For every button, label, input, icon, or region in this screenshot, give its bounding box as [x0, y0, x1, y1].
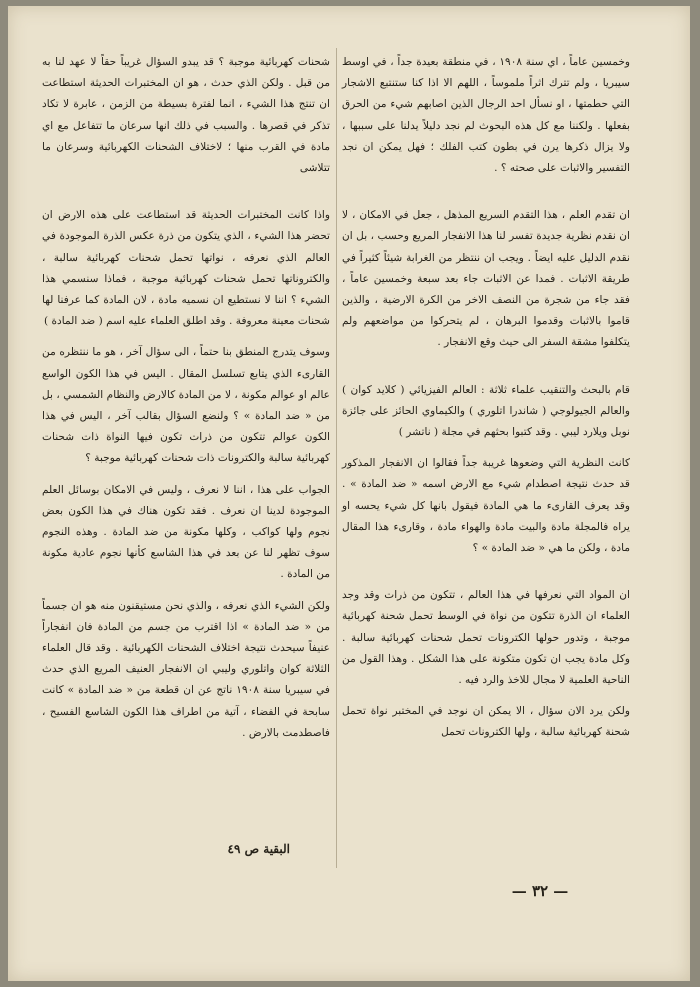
- right-paragraph-3: قام بالبحث والتنقيب علماء ثلاثة : العالم الفيزيائي ( كلايد كوان ) والعالم الجيولوجي ( شاندرا اتلوري ) والكيماوي الحائز على جائزة نوبل ويلارد ليبي . وقد كتبوا بحثهم في مجلة ( ناتشر ): [342, 383, 630, 439]
- right-column: [342, 52, 630, 770]
- left-column: [42, 52, 330, 770]
- right-paragraph-1: وخمسين عاماً ، اي سنة ١٩٠٨ ، في منطقة بعيدة جداً ، في اوسط سيبريا ، ولم تترك اثراً ملموساً ، اللهم الا اذا كنا ستنتبع الاشجار التي حطمتها ، او نسأل احد الرجال الذين اصابهم شيء من الحرق بفعلها . ولكننا مع كل هذه البحوث لم نجد دليلاً يدلنا على سببها ، ولا يزال ذكرها يرن في بطون كتب الفلك ؛ فهل يمكن ان نجد التفسير والاثبات على صحته ؟ .: [342, 56, 631, 175]
- left-paragraph-4: الجواب على هذا ، اننا لا نعرف ، وليس في الامكان بوسائل العلم الموجودة لدينا ان نعرف . فقد تكون هناك في هذا الكون بعض نجوم ولها كواكب ، وكلها مكونة من ضد المادة . وهذه النجوم سوف تظهر لنا عن بعد في هذا الشاسع كأنها نجوم عادية مكونة من المادة .: [42, 483, 330, 581]
- right-paragraph-5: ان المواد التي نعرفها في هذا العالم ، تتكون من ذرات وقد وجد العلماء ان الذرة تتكون من نواة في الوسط تحمل شحنة كهربائية موجبة ، وتدور حولها الكترونات تحمل شحنات كهربائية سالبة . وكل مادة يجب ان تكون متكونة على هذا الشكل . وهذا القول من الناحية العلمية لا مجال للاخذ والرد فيه .: [342, 589, 630, 687]
- column-divider: [336, 48, 337, 868]
- left-paragraph-5: ولكن الشيء الذي نعرفه ، والذي نحن مستيقنون منه هو ان جسماً من « ضد المادة » اذا اقترب من جسم من المادة فان انفجاراً عنيفاً سيحدث نتيجة اختلاف الشحنات الكهربائية . وقد قال العلماء الثلاثة كوان واتلوري وليبي ان الانفجار العنيف المريع الذي حدث في سيبريا سنة ١٩٠٨ ناتج عن ان قطعة من « ضد المادة » كانت سابحة في الفضاء ، آتية من اطراف هذا الكون الشاسع الفسيح ، فاصطدمت بالارض .: [42, 599, 330, 739]
- right-paragraph-4: كانت النظرية التي وضعوها غريبة جداً فقالوا ان الانفجار المذكور قد حدث نتيجة اصطدام شيء مع الارض اسمه « ضد المادة » . وقد يعرف القارىء ما هي المادة فيقول بانها كل شيء يحسه او يراه فالمجلة مادة والبيت مادة والهواء مادة ، وقارىء هذا المقال مادة ، ولكن ما هي « ضد المادة » ؟: [342, 457, 630, 555]
- continued-on-note: البقية ص ٤٩: [227, 842, 290, 856]
- left-paragraph-2: واذا كانت المختبرات الحديثة قد استطاعت على هذه الارض ان تحضر هذا الشيء ، الذي يتكون من ذرة عكس الذرة الموجودة في العالم الذي نعرفه ، نواتها تحمل شحنات كهربائية سالبة ، والكتروناتها تحمل شحنات كهربائية موجبة ، فماذا سنسمي هذا الشيء ؟ اننا لا نستطيع ان نسميه مادة ، لان المادة كما عرفنا لها شحنات معينة معروفة . وقد اطلق العلماء عليه اسم ( ضد المادة ): [42, 209, 330, 328]
- right-paragraph-6: ولكن يرد الان سؤال ، الا يمكن ان نوجد في المختبر نواة تحمل شحنة كهربائية سالبة ، ولها الكترونات تحمل: [342, 705, 630, 739]
- left-paragraph-3: وسوف يتدرج المنطق بنا حتماً ، الى سؤال آخر ، هو ما ننتظره من القارىء الذي يتابع تسلسل المقال . اليس في هذا الكون الواسع عالم او عوالم مكونة ، لا من المادة كالارض والنظام الشمسي ، بل من « ضد المادة » ؟ ولنضع السؤال بقالب آخر ، اليس في هذا الكون عوالم تتكون من ذرات تكون فيها النواة ذات شحنات كهربائية سالبة والكترونات ذات شحنات كهربائية موجبة ؟: [42, 346, 330, 465]
- right-paragraph-2: ان تقدم العلم ، هذا التقدم السريع المذهل ، جعل في الامكان ، لا ان نقدم نظرية جديدة تفسر لنا هذا الانفجار المريع وحسب ، بل ان نقدم الدليل عليه ايضاً . ويجب ان ننتظر من الغرابة شيئاً كثيراً في طريقة الاثبات . فمدا عن الاثبات جاء بعد سبعة وخمسين عاماً ، فقد جاء من شجرة من النصف الاخر من الكرة الارضية ، والذين قاموا بالاثبات وقدموا البرهان ، لم يتحركوا من مواضعهم ولم يتكلفوا مشقة السفر الى حيث وقع الانفجار .: [342, 209, 630, 349]
- left-paragraph-1: شحنات كهربائية موجبة ؟ قد يبدو السؤال غريباً حقاً لا عهد لنا به من قبل . ولكن الذي حدث ، هو ان المختبرات الحديثة استطاعت ان تنتج هذا الشيء ، انما لفترة بسيطة من الزمن ، عابرة لا تكاد تذكر في قصرها . والسبب في ذلك انها سرعان ما تتفاعل مع اي مادة في القرب منها ؛ لاختلاف الشحنات الكهربائية وسرعان ما تتلاشى: [42, 56, 330, 175]
- page-number: — ٣٢ —: [511, 882, 569, 900]
